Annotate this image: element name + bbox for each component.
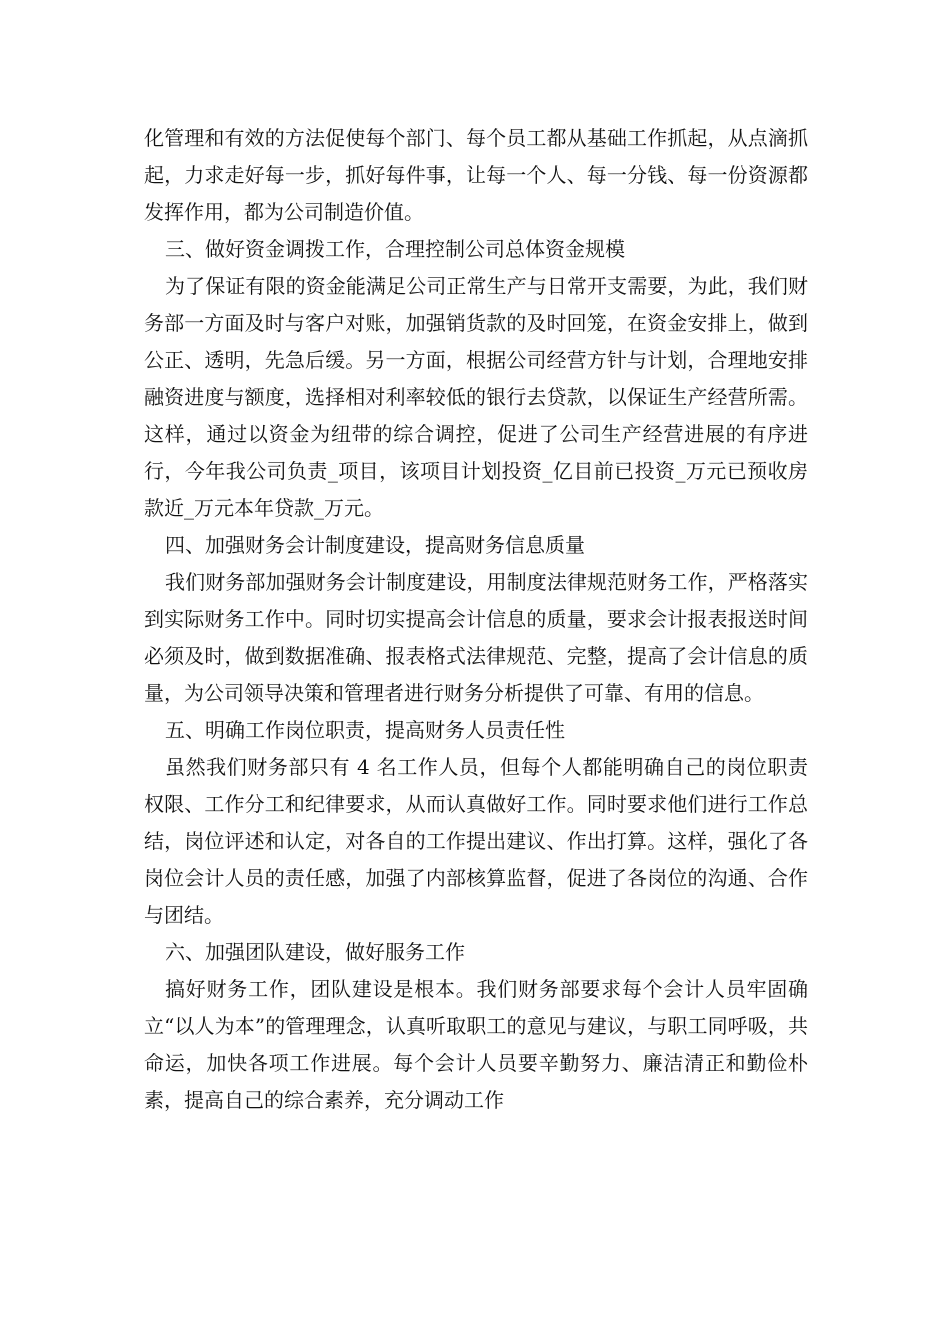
paragraph: 化管理和有效的方法促使每个部门、每个员工都从基础工作抓起，从点滴抓起，力求走好每一步，抓好每件事，让每一个人、每一分钱、每一份资源都发挥作用，都为公司制造价值。 <box>144 126 808 224</box>
paragraph: 为了保证有限的资金能满足公司正常生产与日常开支需要，为此，我们财务部一方面及时与客户对账，加强销货款的及时回笼，在资金安排上，做到公正、透明，先急后缓。另一方面，根据公司经营方针与计划，合理地安排融资进度与额度，选择相对利率较低的银行去贷款，以保证生产经营所需。这样，通过以资金为纽带的综合调控，促进了公司生产经营进展的有序进行，今年我公司负责_项目，该项目计划投资_亿目前已投资_万元已预收房款近_万元本年贷款_万元。 <box>144 274 808 520</box>
document-page <box>144 120 808 1119</box>
section-heading: 五、明确工作岗位职责，提高财务人员责任性 <box>165 718 565 742</box>
paragraph: 我们财务部加强财务会计制度建设，用制度法律规范财务工作，严格落实到实际财务工作中。同时切实提高会计信息的质量，要求会计报表报送时间必须及时，做到数据准确、报表格式法律规范、完整，提高了会计信息的质量，为公司领导决策和管理者进行财务分析提供了可靠、有用的信息。 <box>144 570 808 705</box>
section-heading: 三、做好资金调拨工作，合理控制公司总体资金规模 <box>165 237 625 261</box>
section-heading: 六、加强团队建设，做好服务工作 <box>165 940 465 964</box>
paragraph: 虽然我们财务部只有 4 名工作人员，但每个人都能明确自己的岗位职责权限、工作分工和纪律要求，从而认真做好工作。同时要求他们进行工作总结，岗位评述和认定，对各自的工作提出建议、作出打算。这样，强化了各岗位会计人员的责任感，加强了内部核算监督，促进了各岗位的沟通、合作与团结。 <box>144 755 808 927</box>
section-heading: 四、加强财务会计制度建设，提高财务信息质量 <box>165 533 585 557</box>
paragraph: 搞好财务工作，团队建设是根本。我们财务部要求每个会计人员牢固确立“以人为本”的管理理念，认真听取职工的意见与建议，与职工同呼吸，共命运，加快各项工作进展。每个会计人员要辛勤努力、廉洁清正和勤俭朴素，提高自己的综合素养，充分调动工作 <box>144 977 808 1112</box>
